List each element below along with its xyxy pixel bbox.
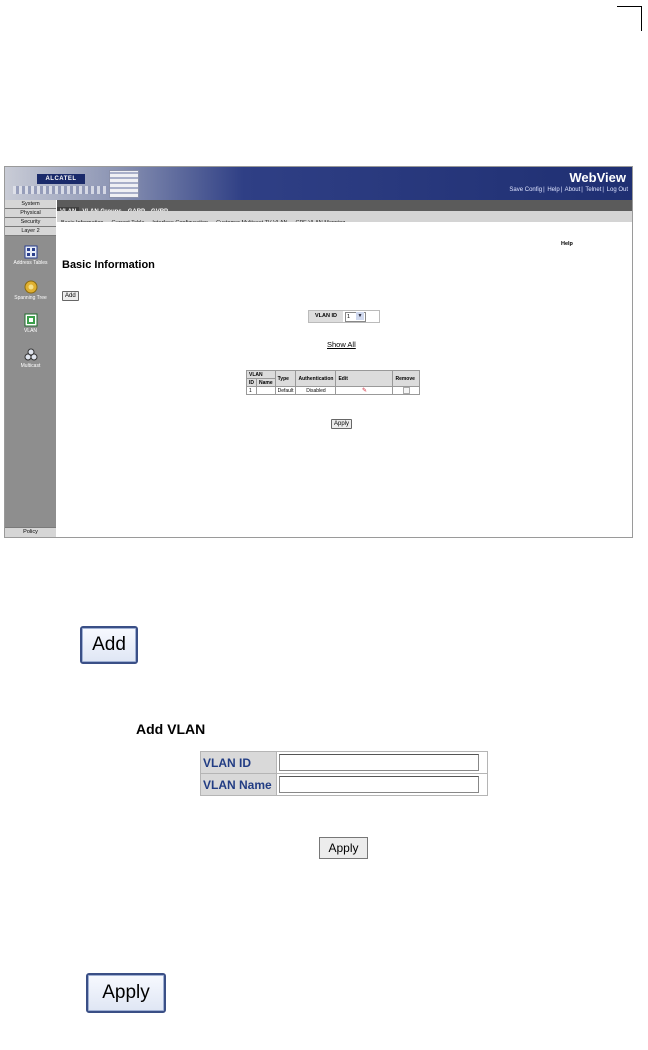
- save-config-link[interactable]: Save Config: [509, 187, 543, 193]
- page-corner-mark: [617, 6, 642, 31]
- vlan-id-label: VLAN ID: [309, 311, 343, 322]
- vlan-id-field-label: VLAN ID: [201, 752, 277, 774]
- sidebar-tab-policy[interactable]: Policy: [5, 527, 56, 537]
- sidebar-item-address-tables[interactable]: [5, 245, 56, 266]
- column-header-id: ID: [247, 379, 257, 387]
- show-all-link[interactable]: Show All: [327, 340, 356, 349]
- apply-button-large[interactable]: Apply: [86, 973, 166, 1013]
- column-header-remove: Remove: [393, 371, 420, 387]
- pencil-icon[interactable]: ✎: [361, 388, 367, 394]
- cell-edit: [336, 387, 393, 395]
- vlan-id-selector: [308, 310, 380, 323]
- vlan-id-field[interactable]: [279, 754, 479, 771]
- webview-screenshot: [4, 166, 633, 538]
- menu-bar: [57, 200, 632, 211]
- header-banner: [5, 167, 632, 200]
- sidebar-item-label: Address Tables: [13, 260, 48, 266]
- sidebar-tab-security[interactable]: Security: [5, 218, 56, 227]
- cell-authentication: Disabled: [296, 387, 336, 395]
- column-header-authentication: Authentication: [296, 371, 336, 387]
- sidebar-item-multicast[interactable]: [5, 348, 56, 369]
- alcatel-logo: [13, 172, 143, 196]
- building-icon: [109, 170, 139, 198]
- sidebar-item-spanning-tree[interactable]: [5, 280, 56, 301]
- sub-menu-bar: [57, 211, 632, 222]
- sidebar: [5, 200, 56, 537]
- multicast-icon: [24, 348, 38, 362]
- sidebar-tab-system[interactable]: System: [5, 200, 56, 209]
- about-link[interactable]: About: [564, 187, 581, 193]
- sidebar-item-label: Multicast: [20, 363, 41, 369]
- table-row: [247, 387, 420, 395]
- telnet-link[interactable]: Telnet: [585, 187, 602, 193]
- remove-checkbox[interactable]: [403, 387, 410, 394]
- app-title: WebView: [569, 170, 626, 185]
- add-button-large[interactable]: Add: [80, 626, 138, 664]
- column-header-vlan: VLAN: [247, 371, 276, 379]
- column-header-name: Name: [257, 379, 276, 387]
- cell-type: Default: [275, 387, 296, 395]
- logo-text: ALCATEL: [37, 174, 85, 184]
- vlan-name-field-label: VLAN Name: [201, 774, 277, 796]
- vlan-table: [246, 370, 420, 395]
- sidebar-item-vlan[interactable]: [5, 313, 56, 334]
- sidebar-tab-physical[interactable]: Physical: [5, 209, 56, 218]
- top-links: Save Config| Help| About| Telnet| Log Out: [509, 187, 628, 193]
- cell-vlan-name: [257, 387, 276, 395]
- add-vlan-form: [200, 751, 488, 796]
- logout-link[interactable]: Log Out: [606, 187, 628, 193]
- column-header-edit: Edit: [336, 371, 393, 387]
- sidebar-tab-layer2[interactable]: Layer 2: [5, 227, 56, 236]
- main-content: [57, 222, 632, 537]
- vlan-name-field[interactable]: [279, 776, 479, 793]
- add-vlan-apply-button[interactable]: Apply: [319, 837, 368, 859]
- cell-vlan-id: 1: [247, 387, 257, 395]
- vlan-id-select[interactable]: 1: [345, 312, 366, 322]
- add-vlan-heading: Add VLAN: [136, 721, 206, 737]
- address-tables-icon: [24, 245, 38, 259]
- help-link[interactable]: Help: [561, 241, 573, 247]
- sidebar-item-label: VLAN: [23, 328, 38, 334]
- add-button[interactable]: Add: [62, 291, 79, 301]
- cell-remove: [393, 387, 420, 395]
- chevron-down-icon[interactable]: ▼: [357, 313, 363, 319]
- column-header-type: Type: [275, 371, 296, 387]
- spanning-tree-icon: [24, 280, 38, 294]
- apply-button[interactable]: Apply: [331, 419, 352, 429]
- help-top-link[interactable]: Help: [547, 187, 560, 193]
- sidebar-item-label: Spanning Tree: [14, 295, 47, 301]
- page-title: Basic Information: [62, 259, 155, 271]
- vlan-icon: [24, 313, 38, 327]
